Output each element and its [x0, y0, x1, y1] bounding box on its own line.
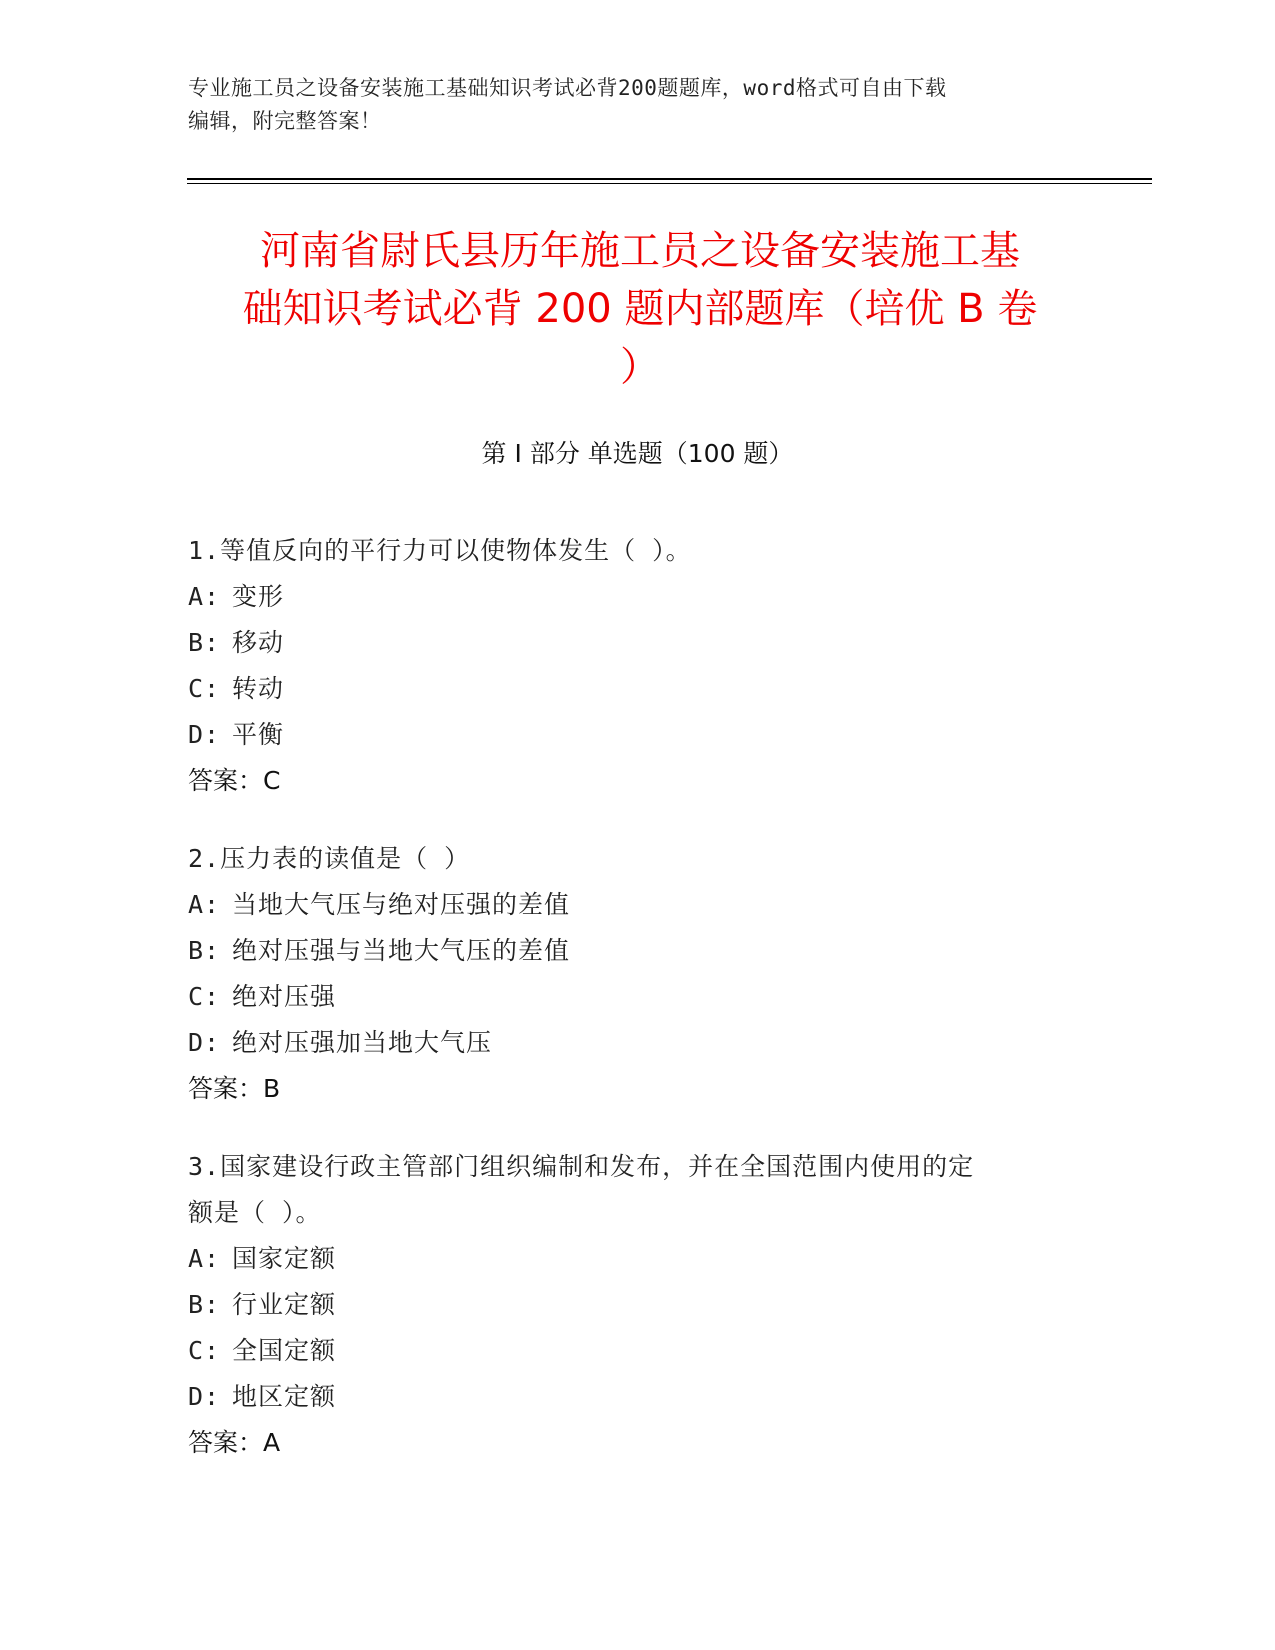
- option-key: B:: [188, 936, 221, 965]
- answer-line: 答案：B: [188, 1074, 281, 1103]
- option-key: D:: [188, 1382, 221, 1411]
- option-d: [188, 1020, 1088, 1066]
- option-text: 全国定额: [232, 1336, 337, 1365]
- section-title: 第 I 部分 单选题（100 题）: [481, 439, 794, 468]
- header-divider-thick: [187, 178, 1152, 180]
- header-note: [188, 72, 1088, 138]
- option-d: [188, 1374, 1088, 1420]
- option-text: 转动: [232, 674, 285, 703]
- document-title-line-3: ）: [620, 344, 660, 390]
- question-stem: 3.国家建设行政主管部门组织编制和发布，并在全国范围内使用的定: [188, 1152, 975, 1181]
- question-1: [188, 528, 1088, 804]
- option-a: [188, 882, 1088, 928]
- option-c: [188, 1328, 1088, 1374]
- option-text: 行业定额: [232, 1290, 337, 1319]
- header-divider-thin: [187, 183, 1152, 184]
- option-a: [188, 1236, 1088, 1282]
- option-b: [188, 928, 1088, 974]
- question-list: [188, 528, 1088, 1498]
- option-text: 移动: [232, 628, 285, 657]
- option-b: [188, 1282, 1088, 1328]
- answer-line: 答案：A: [188, 1428, 281, 1457]
- document-title-line-2: 础知识考试必背 200 题内部题库（培优 B 卷: [242, 286, 1038, 332]
- option-text: 绝对压强与当地大气压的差值: [232, 936, 571, 965]
- question-stem: 1.等值反向的平行力可以使物体发生（ ）。: [188, 536, 692, 565]
- question-stem: 2.压力表的读值是（ ）: [188, 844, 471, 873]
- option-c: [188, 974, 1088, 1020]
- option-key: C:: [188, 1336, 221, 1365]
- header-note-line-2: 编辑，附完整答案！: [188, 109, 382, 133]
- option-text: 绝对压强加当地大气压: [232, 1028, 493, 1057]
- header-note-line-1: 专业施工员之设备安装施工基础知识考试必背200题题库，word格式可自由下载: [188, 76, 947, 100]
- option-d: [188, 712, 1088, 758]
- option-text: 绝对压强: [232, 982, 337, 1011]
- question-stem-continued: 额是（ ）。: [188, 1198, 322, 1227]
- answer-line: 答案：C: [188, 766, 281, 795]
- option-key: C:: [188, 982, 221, 1011]
- option-text: 当地大气压与绝对压强的差值: [232, 890, 571, 919]
- option-text: 变形: [232, 582, 285, 611]
- question-2: [188, 836, 1088, 1112]
- option-key: A:: [188, 1244, 221, 1273]
- document-title: [180, 222, 1100, 396]
- option-text: 平衡: [232, 720, 285, 749]
- option-b: [188, 620, 1088, 666]
- option-text: 国家定额: [232, 1244, 337, 1273]
- option-key: B:: [188, 628, 221, 657]
- option-key: C:: [188, 674, 221, 703]
- option-key: D:: [188, 1028, 221, 1057]
- option-key: B:: [188, 1290, 221, 1319]
- option-key: D:: [188, 720, 221, 749]
- option-a: [188, 574, 1088, 620]
- question-3: [188, 1144, 1088, 1466]
- document-title-line-1: 河南省尉氏县历年施工员之设备安装施工基: [260, 228, 1020, 274]
- option-key: A:: [188, 582, 221, 611]
- option-text: 地区定额: [232, 1382, 337, 1411]
- option-key: A:: [188, 890, 221, 919]
- option-c: [188, 666, 1088, 712]
